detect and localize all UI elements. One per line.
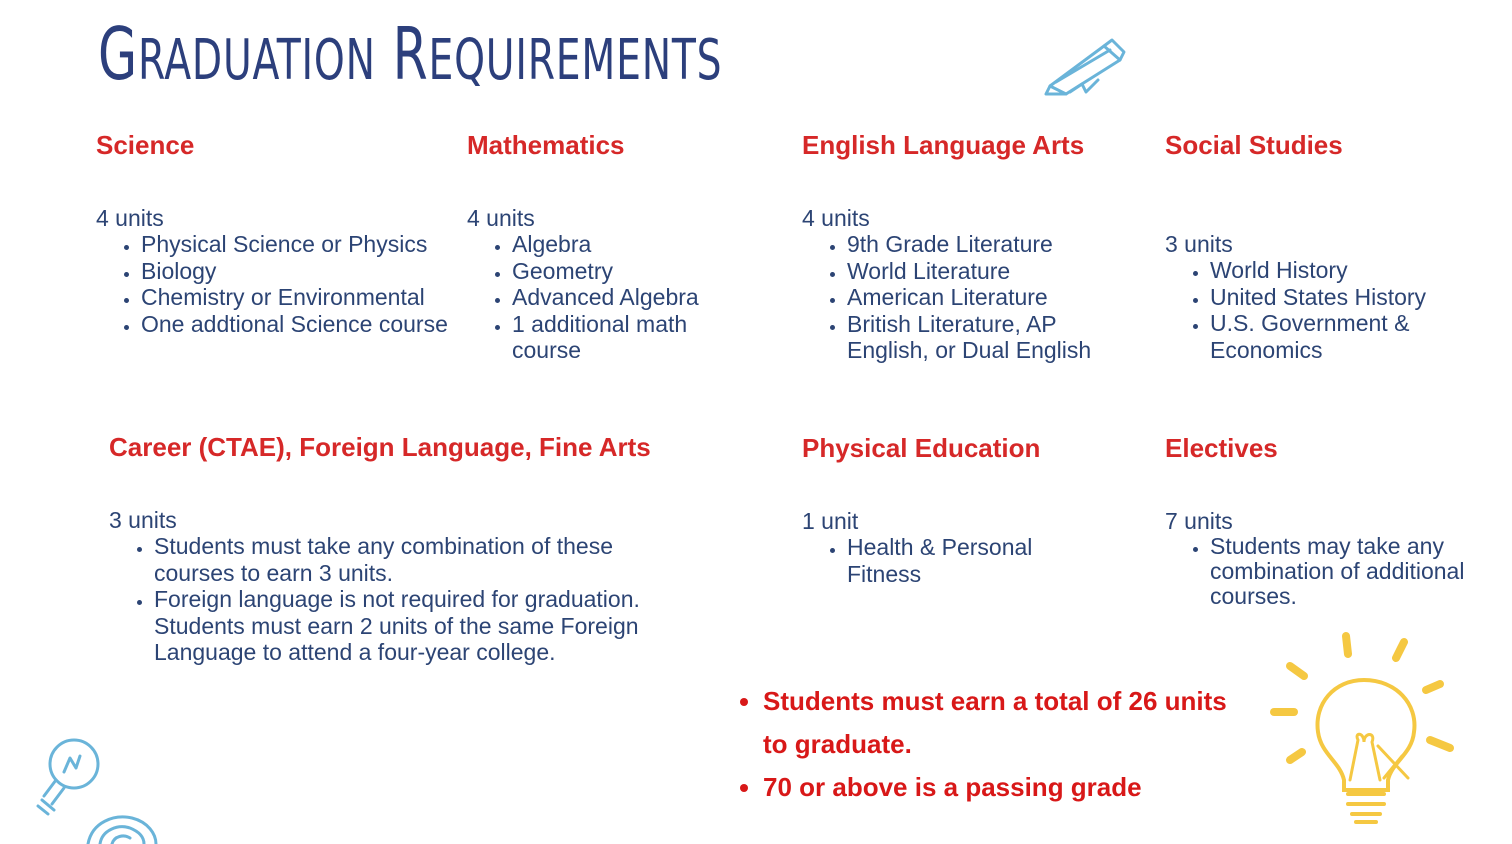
list-item: • Foreign language is not required for graduation. Students must earn 2 units of the same Foreign Language to attend a four-year college. — [154, 586, 644, 666]
electives-section — [1165, 433, 1485, 609]
list-item: • Biology — [141, 258, 456, 285]
social-studies-section — [1165, 130, 1485, 363]
course-list — [109, 533, 649, 666]
list-item: • World History — [1210, 257, 1485, 284]
section-heading: Social Studies — [1165, 130, 1343, 160]
list-item: • One addtional Science course — [141, 311, 456, 338]
swirl-icon — [84, 812, 160, 844]
units-label: 1 unit — [802, 508, 859, 534]
list-item: • American Literature — [847, 284, 1132, 311]
section-heading: Physical Education — [802, 433, 1041, 463]
total-units-note: • Students must earn a total of 26 units to graduate. — [763, 680, 1256, 766]
ela-section — [802, 130, 1132, 364]
course-list — [96, 231, 456, 337]
passing-grade-note: • 70 or above is a passing grade — [763, 766, 1256, 809]
science-section — [96, 130, 456, 337]
units-label: 4 units — [96, 205, 164, 231]
small-lightbulb-icon — [34, 734, 106, 816]
list-item: • British Literature, AP English, or Dual English — [847, 311, 1117, 364]
mathematics-section — [467, 130, 757, 364]
page-title: GRADUATION REQUIREMENTS — [98, 12, 723, 96]
units-label: 4 units — [467, 205, 535, 231]
list-item: • Students may take any combination of additional courses. — [1210, 534, 1465, 609]
section-heading: English Language Arts — [802, 130, 1085, 160]
list-item: • Physical Science or Physics — [141, 231, 456, 258]
course-list — [802, 231, 1132, 364]
list-item: • Geometry — [512, 258, 757, 285]
summary-notes — [736, 680, 1256, 809]
list-item: • Health & Personal Fitness — [847, 534, 1067, 587]
section-heading: Electives — [1165, 433, 1278, 463]
units-label: 4 units — [802, 205, 870, 231]
list-item: • Advanced Algebra — [512, 284, 757, 311]
list-item: • United States History — [1210, 284, 1485, 311]
course-list — [467, 231, 757, 364]
units-label: 7 units — [1165, 508, 1233, 534]
course-list — [1165, 257, 1485, 363]
pencil-icon — [1042, 36, 1128, 98]
list-item: • Algebra — [512, 231, 757, 258]
career-section — [109, 432, 649, 666]
list-item: • World Literature — [847, 258, 1132, 285]
list-item: • 9th Grade Literature — [847, 231, 1132, 258]
list-item: • Chemistry or Environmental — [141, 284, 456, 311]
section-heading: Career (CTAE), Foreign Language, Fine Arts — [109, 432, 651, 462]
units-label: 3 units — [109, 507, 177, 533]
units-label: 3 units — [1165, 231, 1233, 257]
section-heading: Mathematics — [467, 130, 625, 160]
course-list — [802, 534, 1102, 587]
lightbulb-icon — [1268, 628, 1464, 834]
list-item: • 1 additional math course — [512, 311, 712, 364]
physical-education-section — [802, 433, 1102, 587]
section-heading: Science — [96, 130, 195, 160]
list-item: • U.S. Government & Economics — [1210, 310, 1450, 363]
course-list — [1165, 534, 1485, 609]
list-item: • Students must take any combination of these courses to earn 3 units. — [154, 533, 614, 586]
